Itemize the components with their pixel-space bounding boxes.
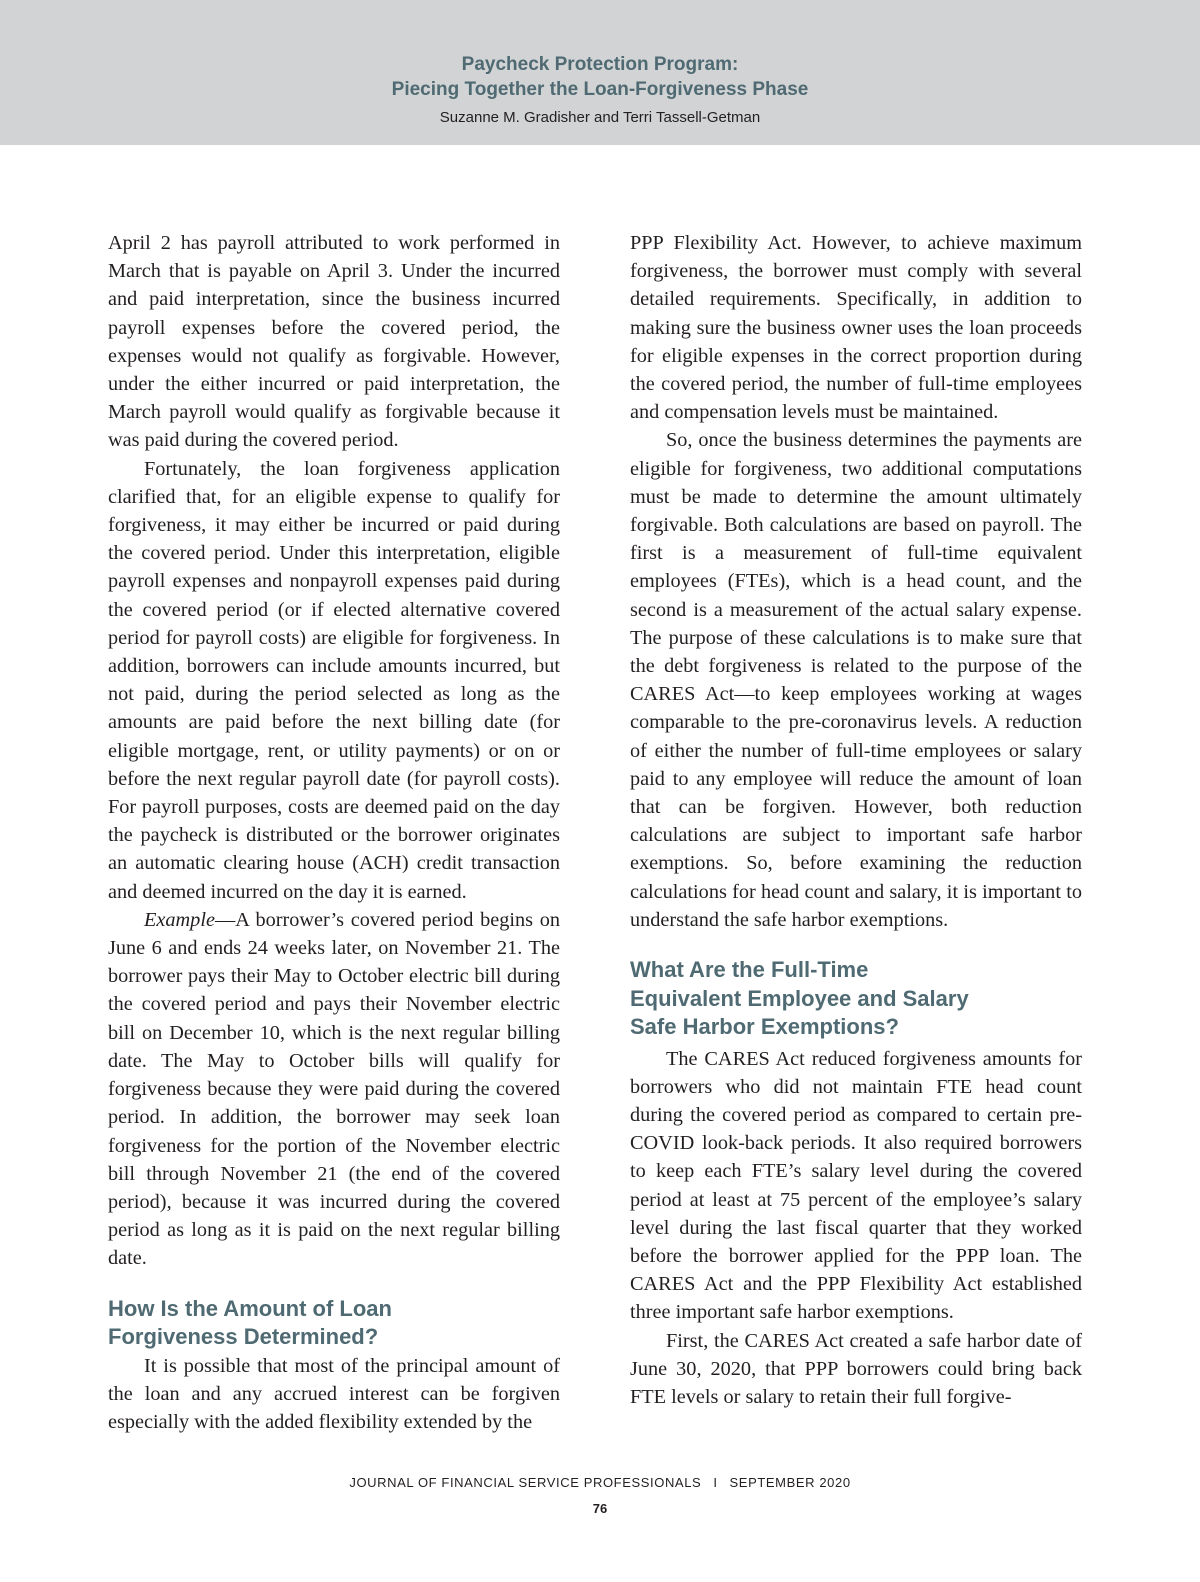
paragraph: It is possible that most of the principal amount of the loan and any accrued interest can be forgiven especially with the added flexibility extended by the — [108, 1354, 560, 1433]
heading-line: Equivalent Employee and Salary — [630, 985, 969, 1011]
paragraph: The CARES Act reduced forgiveness amounts for borrowers who did not maintain FTE head count during the covered period as compared to certain pre-COVID look-back periods. It also required borrowers to keep each FTE’s salary level during the covered period at least at 75 percent of the employee’s salary level during the last fiscal quarter that they worked before the borrower applied for the PPP loan. The CARES Act and the PPP Flexibility Act established three important safe harbor exemptions. — [630, 1047, 1082, 1324]
heading-line: How Is the Amount of Loan — [108, 1295, 392, 1321]
paragraph: So, once the business determines the payments are eligible for forgiveness, two additional computations must be made to determine the amount ultimately forgivable. Both calculations are based on payroll. The first is a measurement of full-time equivalent employees (FTEs), which is a head count, and the second is a measurement of the actual salary expense. The purpose of these calculations is to make sure that the debt forgiveness is related to the purpose of the CARES Act—to keep employees working at wages comparable to the pre-coronavirus levels. A reduction of either the number of full-time employees or salary paid to any employee will reduce the amount of loan that can be forgiven. However, both reduction calculations are subject to important safe harbor exemptions. So, before examining the reduction calculations for head count and salary, it is important to understand the safe harbor exemptions. — [630, 429, 1082, 931]
example-text: —A borrower’s covered period begins on June 6 and ends 24 weeks later, on November 21. The borrower pays their May to October electric bill during the covered period and pays their November electric bill on December 10, which is the next regular billing date. The May to October bills will qualify for forgiveness because they were paid during the covered period. In addition, the borrower may seek loan forgiveness for the portion of the November electric bill through November 21 (the end of the covered period), because it was incurred during the covered period as long as it is paid on the next regular billing date. — [108, 908, 560, 1270]
paragraph: First, the CARES Act created a safe harbor date of June 30, 2020, that PPP borrowers could bring back FTE levels or salary to retain their full forgive- — [630, 1329, 1082, 1409]
right-text-column — [630, 229, 1082, 1411]
article-title-line-1: Paycheck Protection Program: — [461, 54, 739, 75]
paragraph: Fortunately, the loan forgiveness application clarified that, for an eligible expense to qualify for forgiveness, it may either be incurred or paid during the covered period. Under this interpretation, eligible payroll expenses and nonpayroll expenses paid during the covered period (or if elected alternative covered period for payroll costs) are eligible for forgiveness. In addition, borrowers can include amounts incurred, but not paid, during the period selected as long as the amounts are paid before the next billing date (for eligible mortgage, rent, or utility payments) or on or before the next regular payroll date (for payroll costs). For payroll purposes, costs are deemed paid on the day the paycheck is distributed or the borrower originates an automatic clearing house (ACH) credit transaction and deemed incurred on the day it is earned. — [108, 457, 560, 903]
page-footer — [0, 1474, 1200, 1492]
paragraph: PPP Flexibility Act. However, to achieve maximum forgiveness, the borrower must comply with several detailed requirements. Specifically, in addition to making sure the business owner uses the loan proceeds for eligible expenses in the correct proportion during the covered period, the number of full-time employees and compensation levels must be maintained. — [630, 232, 1082, 424]
article-header-band — [0, 0, 1200, 145]
article-authors: Suzanne M. Gradisher and Terri Tassell-Getman — [439, 109, 761, 126]
heading-line: Forgiveness Determined? — [108, 1324, 379, 1350]
section-heading-loan-forgiveness — [108, 1295, 560, 1352]
heading-line: Safe Harbor Exemptions? — [630, 1014, 899, 1040]
section-heading-safe-harbor — [630, 956, 1082, 1042]
example-label: Example — [144, 908, 215, 931]
example-paragraph — [108, 906, 560, 1273]
left-text-column — [108, 229, 560, 1436]
page-number: 76 — [592, 1501, 608, 1516]
paragraph: April 2 has payroll attributed to work performed in March that is payable on April 3. Under the incurred and paid interpretation, since the business incurred payroll expenses before the covered period, the expenses would not qualify as forgivable. However, under the either incurred or paid interpretation, the March payroll would qualify as forgivable because it was paid during the covered period. — [108, 232, 560, 452]
article-title-line-2: Piecing Together the Loan-Forgiveness Phase — [391, 79, 809, 100]
footer-separator: I — [713, 1475, 718, 1490]
heading-line: What Are the Full-Time — [630, 957, 869, 983]
journal-name: JOURNAL OF FINANCIAL SERVICE PROFESSIONALS — [349, 1475, 702, 1490]
issue-date: SEPTEMBER 2020 — [729, 1475, 851, 1490]
